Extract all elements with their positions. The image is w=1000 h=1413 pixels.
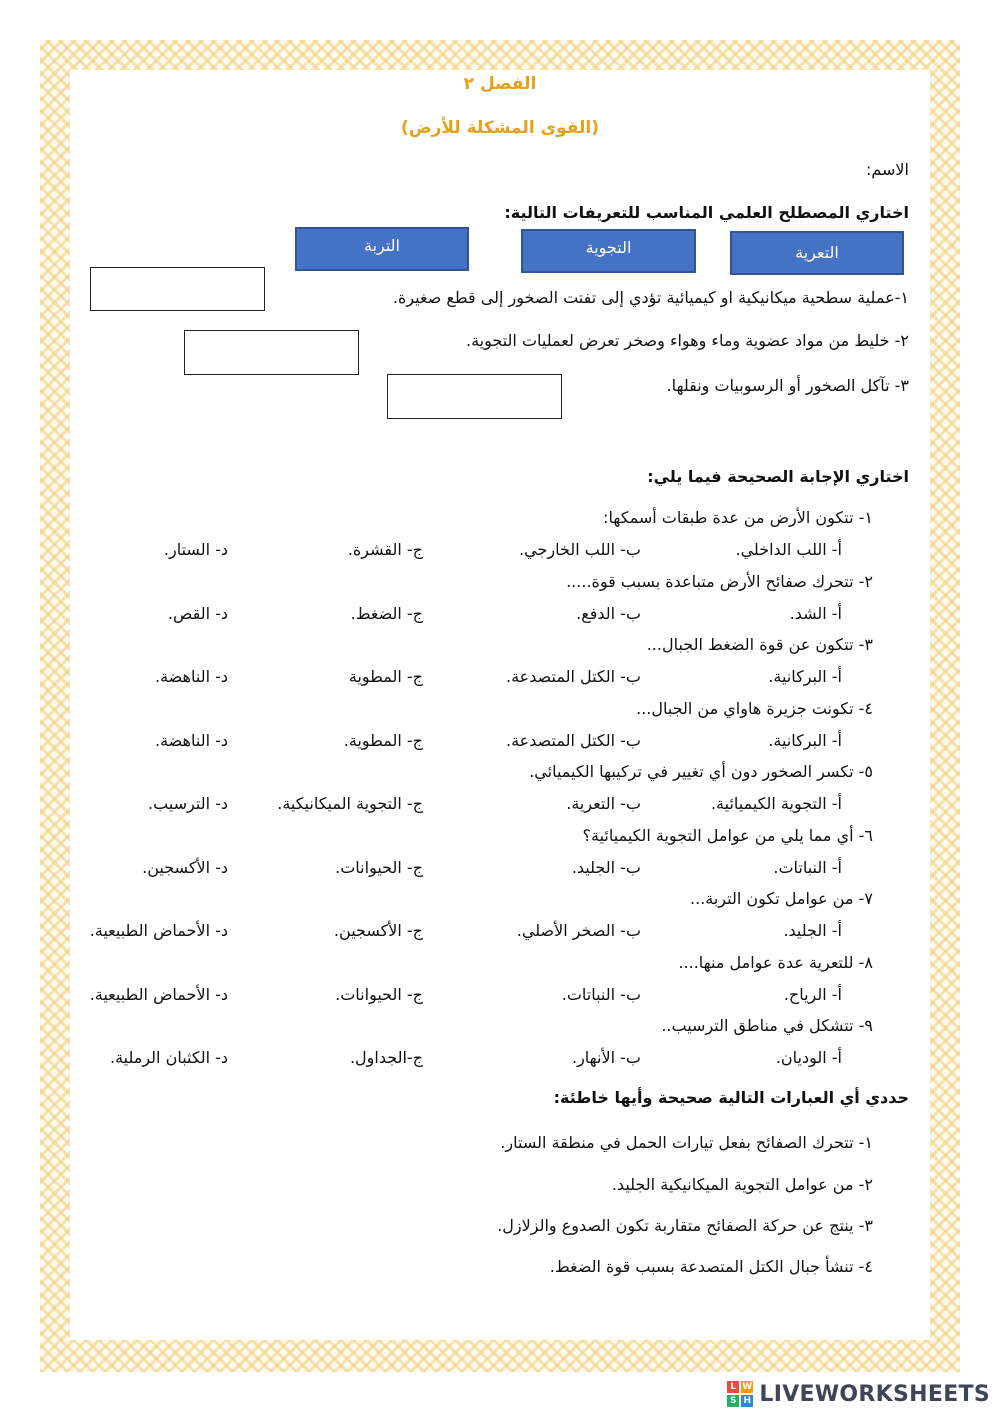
definition-1: ١-عملية سطحية ميكانيكية او كيميائية تؤدي إلى تفتت الصخور إلى قطع صغيرة. bbox=[392, 288, 909, 307]
question-4-option-c[interactable]: ج- المطوية. bbox=[343, 730, 423, 750]
statement-4: ٤- تنشأ جبال الكتل المتصدعة بسبب قوة الضغط. bbox=[549, 1257, 873, 1276]
question-2: ٢- تتحرك صفائح الأرض متباعدة بسبب قوة..... bbox=[566, 571, 873, 591]
question-9-option-d[interactable]: د- الكثبان الرملية. bbox=[109, 1048, 228, 1067]
section3-instruction: حددي أي العبارات التالية صحيحة وأيها خاطئة: bbox=[553, 1088, 909, 1107]
question-2-option-c[interactable]: ج- الضغط. bbox=[350, 603, 423, 623]
section1-instruction: اختاري المصطلح العلمي المناسب للتعريفات التالية: bbox=[504, 203, 909, 222]
question-1: ١- تتكون الأرض من عدة طبقات أسمكها: bbox=[603, 508, 873, 527]
question-8-option-c[interactable]: ج- الحيوانات. bbox=[335, 984, 423, 1004]
statement-3: ٣- ينتج عن حركة الصفائح متقاربة تكون الصدوع والزلازل. bbox=[497, 1216, 873, 1235]
question-5-option-b[interactable]: ب- التعرية. bbox=[566, 794, 641, 813]
question-6-option-a[interactable]: أ- النباتات. bbox=[773, 857, 842, 877]
question-2-option-a[interactable]: أ- الشد. bbox=[789, 603, 842, 623]
question-1-option-c[interactable]: ج- القشرة. bbox=[347, 540, 423, 559]
question-6-option-c[interactable]: ج- الحيوانات. bbox=[335, 857, 423, 877]
question-9-option-c[interactable]: ج-الجداول. bbox=[349, 1048, 423, 1067]
question-5-option-d[interactable]: د- الترسيب. bbox=[148, 794, 228, 813]
question-7: ٧- من عوامل تكون التربة... bbox=[690, 889, 873, 908]
chapter-subtitle: (القوى المشكلة للأرض) bbox=[400, 118, 600, 138]
question-8-option-a[interactable]: أ- الرياح. bbox=[783, 984, 842, 1004]
question-8-option-d[interactable]: د- الأحماض الطبيعية. bbox=[89, 984, 228, 1004]
question-3-option-c[interactable]: ج- المطوية bbox=[348, 667, 423, 686]
question-1-option-d[interactable]: د- الستار. bbox=[163, 540, 228, 559]
question-3-option-b[interactable]: ب- الكتل المتصدعة. bbox=[506, 667, 641, 686]
question-1-option-a[interactable]: أ- اللب الداخلي. bbox=[735, 540, 842, 559]
question-9-option-b[interactable]: ب- الأنهار. bbox=[571, 1048, 641, 1067]
statement-2: ٢- من عوامل التجوية الميكانيكية الجليد. bbox=[611, 1175, 873, 1194]
liveworksheets-logo-icon: L W S H bbox=[727, 1381, 753, 1407]
question-3: ٣- تتكون عن قوة الضغط الجبال... bbox=[646, 635, 873, 654]
term-button-soil[interactable]: التربة bbox=[295, 227, 469, 271]
term-button-erosion[interactable]: التعرية bbox=[730, 231, 904, 275]
question-8-option-b[interactable]: ب- النباتات. bbox=[561, 984, 641, 1004]
answer-box-2[interactable] bbox=[184, 330, 359, 375]
term-button-weathering[interactable]: التجوية bbox=[521, 229, 696, 273]
question-7-option-c[interactable]: ج- الأكسجين. bbox=[333, 921, 423, 940]
section2-instruction: اختاري الإجابة الصحيحة فيما يلي: bbox=[647, 467, 909, 486]
question-7-option-b[interactable]: ب- الصخر الأصلي. bbox=[516, 921, 641, 940]
question-9-option-a[interactable]: أ- الوديان. bbox=[775, 1048, 842, 1067]
question-3-option-a[interactable]: أ- البركانية. bbox=[768, 667, 842, 686]
question-4: ٤- تكونت جزيرة هاواي من الجبال... bbox=[636, 698, 873, 718]
question-6-option-b[interactable]: ب- الجليد. bbox=[571, 857, 641, 877]
answer-box-3[interactable] bbox=[387, 374, 562, 419]
question-7-option-a[interactable]: أ- الجليد. bbox=[783, 921, 842, 940]
question-4-option-b[interactable]: ب- الكتل المتصدعة. bbox=[506, 730, 641, 750]
question-4-option-d[interactable]: د- الناهضة. bbox=[155, 730, 228, 750]
question-5-option-a[interactable]: أ- التجوية الكيميائية. bbox=[710, 794, 842, 813]
definition-2: ٢- خليط من مواد عضوية وماء وهواء وصخر تعرض لعمليات التجوية. bbox=[466, 331, 909, 350]
question-5-option-c[interactable]: ج- التجوية الميكانيكية. bbox=[277, 794, 423, 813]
statement-1: ١- تتحرك الصفائح بفعل تيارات الحمل في منطقة الستار. bbox=[500, 1133, 873, 1152]
name-label: الاسم: bbox=[865, 160, 909, 179]
question-6: ٦- أي مما يلي من عوامل التجوية الكيميائية؟ bbox=[582, 825, 873, 845]
question-6-option-d[interactable]: د- الأكسجين. bbox=[142, 857, 228, 877]
question-7-option-d[interactable]: د- الأحماض الطبيعية. bbox=[89, 921, 228, 940]
question-8: ٨- للتعرية عدة عوامل منها.... bbox=[678, 952, 873, 972]
question-1-option-b[interactable]: ب- اللب الخارجي. bbox=[519, 540, 641, 559]
question-2-option-d[interactable]: د- القص. bbox=[167, 603, 228, 623]
question-2-option-b[interactable]: ب- الدفع. bbox=[576, 603, 641, 623]
question-4-option-a[interactable]: أ- البركانية. bbox=[768, 730, 842, 750]
liveworksheets-footer bbox=[727, 1381, 990, 1407]
question-3-option-d[interactable]: د- الناهضة. bbox=[155, 667, 228, 686]
definition-3: ٣- تآكل الصخور أو الرسوبيات ونقلها. bbox=[666, 376, 909, 395]
chapter-title: الفصل ٢ bbox=[463, 74, 537, 94]
liveworksheets-brand: LIVEWORKSHEETS bbox=[759, 1381, 990, 1407]
answer-box-1[interactable] bbox=[90, 267, 265, 311]
question-5: ٥- تكسر الصخور دون أي تغيير في تركيبها الكيميائي. bbox=[529, 762, 873, 781]
question-9: ٩- تتشكل في مناطق الترسيب.. bbox=[661, 1016, 873, 1035]
